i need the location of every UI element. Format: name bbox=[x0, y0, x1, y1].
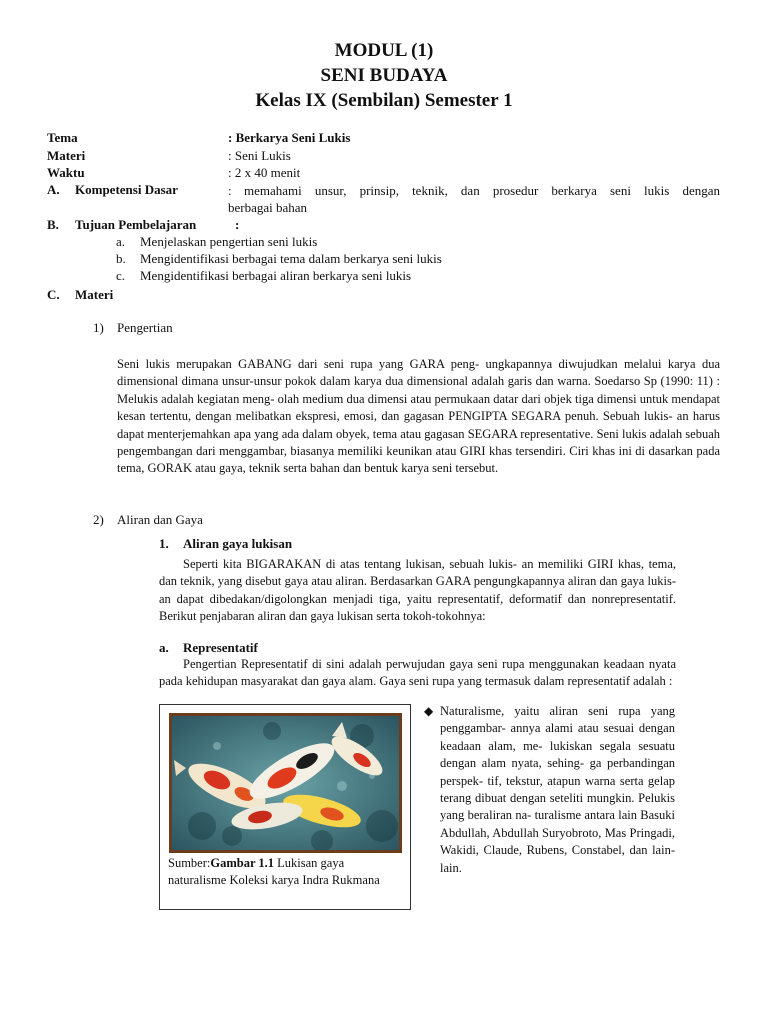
section-a-text-line1: memahami unsur, prinsip, teknik, dan prosedur berkarya seni lukis dengan bbox=[244, 183, 720, 198]
pengertian-heading: Pengertian bbox=[117, 320, 173, 335]
pengertian-marker: 1) bbox=[93, 320, 104, 335]
objective-c-marker: c. bbox=[116, 268, 126, 283]
subject-title: SENI BUDAYA bbox=[320, 65, 448, 86]
tema-label: Tema bbox=[47, 130, 78, 145]
caption-source-prefix: Sumber: bbox=[168, 856, 211, 870]
figure-box bbox=[159, 704, 411, 910]
aliran-marker: 2) bbox=[93, 512, 104, 527]
caption-description: Lukisan gaya naturalisme Koleksi karya Indra Rukmana bbox=[168, 856, 380, 887]
pengertian-paragraph: Seni lukis merupakan GABANG dari seni rupa yang GARA peng- ungkapannya diwujudkan melalui karya dua dimensional dimana unsur-unsur pokok dalam karya dua dimensional adalah garis dan warna. Soedarso Sp (1990: 11) : Melukis adalah kegiatan meng- olah medium dua dimensi atau permukaan datar dari objek tiga dimensi untuk mendapat kesan tertentu, dengan melibatkan ekspresi, emosi, dan gagasan PENGIPTA SEGARA penuh. Sebuah lukis- an harus dapat menterjemahkan apa yang ada dalam obyek, tema atau gagasan SEGARA representative. Seni lukis adalah sebuah pengembangan dari menggambar, biasanya memiliki keunikan atau GIRI khas tersendiri. Ciri khas ini di dasarkan pada tema, GORAK atau gaya, teknik serta bahan dan bentuk karya seni tersebut. bbox=[117, 357, 720, 476]
objective-a-marker: a. bbox=[116, 234, 126, 249]
objective-a-text: Menjelaskan pengertian seni lukis bbox=[140, 234, 318, 249]
tema-value: : Berkarya Seni Lukis bbox=[228, 130, 351, 145]
representatif-heading: Representatif bbox=[183, 640, 258, 655]
representatif-marker: a. bbox=[159, 640, 169, 655]
objective-b-text: Mengidentifikasi berbagai tema dalam berkarya seni lukis bbox=[140, 251, 442, 266]
waktu-label: Waktu bbox=[47, 165, 85, 180]
section-b-label: Tujuan Pembelajaran bbox=[75, 217, 197, 232]
caption-figure-number: Gambar 1.1 bbox=[210, 856, 275, 870]
section-b-colon: : bbox=[235, 217, 240, 232]
section-a-marker: A. bbox=[47, 182, 60, 197]
koi-painting-illustration bbox=[172, 716, 399, 850]
aliran-sub1-heading: Aliran gaya lukisan bbox=[183, 536, 293, 551]
aliran-sub1-marker: 1. bbox=[159, 536, 169, 551]
figure-caption bbox=[168, 855, 404, 889]
aliran-heading: Aliran dan Gaya bbox=[117, 512, 203, 527]
materi-value: : Seni Lukis bbox=[228, 148, 291, 163]
section-a-text-line2: berbagai bahan bbox=[228, 200, 308, 215]
aliran-sub1-paragraph: Seperti kita BIGARAKAN di atas tentang lukisan, sebuah lukis- an memiliki GIRI khas, tema, dan teknik, yang disebut gaya atau aliran. Berdasarkan GARA pengungkapannya aliran dan gaya lukis- an dapat dibedakan/digolongkan menjadi tiga, yaitu representatif, deformatif dan nonrepresentatif. Berikut penjabaran aliran dan gaya lukisan serta tokoh-tokohnya: bbox=[159, 557, 676, 624]
naturalisme-text: Naturalisme, yaitu aliran seni rupa yang penggambar- annya alami atau sesuai dengan keadaan alam, me- lukiskan segala sesuatu dengan alam nyata, sehing- ga perbandingan perspek- tif, tekstur, atapun warna serta gelap terang dibuat dengan seteliti mungkin. Pelukis yang beraliran na- turalisme antara lain Basuki Abdullah, Abdullah Suryobroto, Mas Pringadi, Wakidi, Claude, Rubens, Constabel, dan lain-lain. bbox=[440, 704, 675, 875]
objective-c-text: Mengidentifikasi berbagai aliran berkarya seni lukis bbox=[140, 268, 412, 283]
class-semester-title: Kelas IX (Sembilan) Semester 1 bbox=[255, 90, 513, 111]
materi-label: Materi bbox=[47, 148, 86, 163]
representatif-paragraph: Pengertian Representatif di sini adalah perwujudan gaya seni rupa menggunakan keadaan nyata pada kehidupan masyarakat dan gaya alam. Gaya seni rupa yang termasuk dalam representatif adalah : bbox=[159, 657, 676, 689]
section-b-marker: B. bbox=[47, 217, 59, 232]
module-title: MODUL (1) bbox=[334, 40, 434, 61]
waktu-value: : 2 x 40 menit bbox=[228, 165, 301, 180]
diamond-bullet-icon: ◆ bbox=[424, 704, 434, 718]
section-a-label: Kompetensi Dasar bbox=[75, 182, 178, 197]
section-a-colon: : bbox=[228, 183, 232, 198]
objective-b-marker: b. bbox=[116, 251, 126, 266]
section-c-label: Materi bbox=[75, 287, 114, 302]
koi-painting-image bbox=[169, 713, 402, 853]
section-c-marker: C. bbox=[47, 287, 60, 302]
